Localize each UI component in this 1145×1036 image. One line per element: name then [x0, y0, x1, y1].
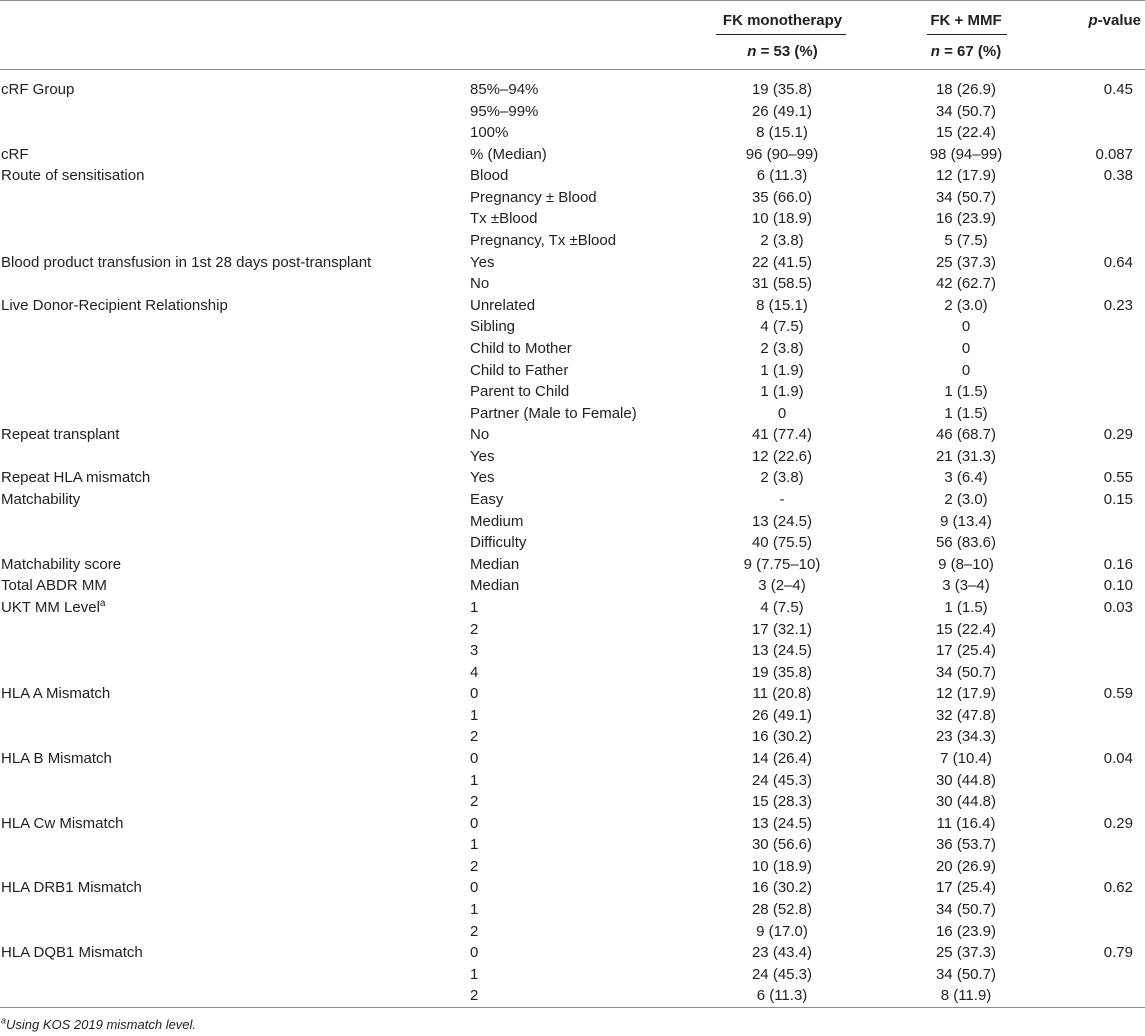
category-cell: 3 [470, 642, 479, 660]
category-cell: 1 [470, 901, 479, 919]
category-cell: Yes [470, 447, 495, 465]
fkmmf-cell: 1 (1.5) [944, 404, 988, 422]
fkmmf-cell: 2 (3.0) [944, 296, 988, 314]
table-row [0, 338, 1145, 360]
variable-cell [1, 748, 112, 770]
variable-label: Total ABDR MM [1, 577, 107, 595]
fk-cell: 24 (45.3) [751, 771, 813, 789]
fkmmf-cell: 1 (1.5) [944, 598, 988, 616]
category-cell: 100% [470, 124, 509, 142]
pvalue-cell: 0.29 [1103, 814, 1133, 832]
variable-label: Repeat HLA mismatch [1, 469, 151, 487]
category-cell: 2 [470, 620, 479, 638]
fk-cell: 8 (15.1) [756, 124, 808, 142]
fk-cell: 6 (11.3) [756, 987, 808, 1005]
table-row [0, 446, 1145, 468]
fkmmf-cell: 3 (3–4) [942, 577, 990, 595]
table-row [0, 467, 1145, 489]
fk-cell: 2 (3.8) [760, 469, 804, 487]
variable-cell [1, 683, 110, 705]
pvalue-cell: 0.59 [1103, 685, 1133, 703]
fkmmf-cell: 25 (37.3) [935, 944, 997, 962]
category-cell: 2 [470, 728, 479, 746]
table-row [0, 208, 1145, 230]
variable-cell [1, 424, 119, 446]
table-row [0, 813, 1145, 835]
group2-header: FK + MMF [930, 12, 1002, 29]
fk-cell: 31 (58.5) [751, 275, 813, 293]
fkmmf-cell: 9 (13.4) [940, 512, 992, 530]
category-cell: 1 [470, 771, 479, 789]
footnote-text: Using KOS 2019 mismatch level. [6, 1017, 197, 1032]
fk-cell: 8 (15.1) [756, 296, 808, 314]
fk-cell: 40 (75.5) [751, 534, 813, 552]
bottom-rule [0, 1007, 1145, 1008]
fk-cell: 26 (49.1) [751, 102, 813, 120]
category-cell: 95%–99% [470, 102, 539, 120]
category-cell: Pregnancy ± Blood [470, 188, 597, 206]
fkmmf-cell: 0 [961, 361, 971, 379]
group1-n [705, 42, 860, 62]
fkmmf-cell: 18 (26.9) [935, 81, 997, 98]
category-cell: Partner (Male to Female) [470, 404, 637, 422]
group1-n-symbol: n [747, 43, 757, 60]
fk-cell: - [779, 491, 785, 509]
fk-cell: 19 (35.8) [751, 81, 813, 98]
category-cell: % (Median) [470, 145, 547, 163]
category-cell: Median [470, 577, 520, 595]
category-cell: Sibling [470, 318, 516, 336]
variable-label: cRF Group [1, 81, 75, 98]
pvalue-cell: 0.79 [1103, 944, 1133, 962]
table-row [0, 683, 1145, 705]
category-cell: 0 [470, 814, 479, 832]
fk-cell: 2 (3.8) [760, 232, 804, 250]
fk-cell: 11 (20.8) [752, 685, 812, 703]
fkmmf-cell: 8 (11.9) [940, 987, 992, 1005]
variable-label: HLA DRB1 Mismatch [1, 879, 142, 897]
table-row [0, 165, 1145, 187]
fkmmf-cell: 9 (8–10) [938, 555, 994, 573]
table-row [0, 554, 1145, 576]
fkmmf-cell: 34 (50.7) [935, 102, 997, 120]
fk-cell: 0 [777, 404, 787, 422]
table-header [0, 0, 1145, 70]
table-row [0, 964, 1145, 986]
table-row [0, 856, 1145, 878]
table-row [0, 899, 1145, 921]
pvalue-cell: 0.10 [1103, 577, 1133, 595]
category-cell: 2 [470, 987, 479, 1005]
category-cell: 1 [470, 706, 479, 724]
fk-cell: 4 (7.5) [760, 318, 804, 336]
fk-cell: 35 (66.0) [751, 188, 813, 206]
fkmmf-cell: 98 (94–99) [929, 145, 1003, 163]
pvalue-header-rest: -value [1097, 12, 1141, 29]
pvalue-cell: 0.087 [1095, 145, 1133, 163]
category-cell: No [470, 426, 490, 444]
variable-label: Route of sensitisation [1, 167, 145, 185]
variable-label: Live Donor-Recipient Relationship [1, 296, 228, 314]
pvalue-cell: 0.29 [1103, 426, 1133, 444]
fkmmf-cell: 0 [961, 318, 971, 336]
table-row [0, 597, 1145, 619]
variable-label: HLA DQB1 Mismatch [1, 944, 143, 962]
category-cell: Easy [470, 491, 504, 509]
pvalue-header [1088, 11, 1141, 31]
fk-cell: 41 (77.4) [751, 426, 813, 444]
category-cell: Child to Mother [470, 339, 572, 357]
variable-cell [1, 575, 107, 597]
variable-cell [1, 79, 74, 101]
fk-cell: 19 (35.8) [751, 663, 813, 681]
category-cell: 1 [470, 598, 479, 616]
table-row [0, 511, 1145, 533]
table-row [0, 705, 1145, 727]
fk-cell: 13 (24.5) [751, 512, 813, 530]
table-row [0, 101, 1145, 123]
fk-cell: 9 (17.0) [756, 922, 808, 940]
group2-n-symbol: n [930, 43, 940, 60]
fk-cell: 10 (18.9) [751, 857, 813, 875]
fkmmf-cell: 0 [961, 339, 971, 357]
fk-cell: 14 (26.4) [751, 749, 813, 767]
fkmmf-cell: 2 (3.0) [944, 491, 988, 509]
fk-cell: 10 (18.9) [751, 210, 813, 228]
fk-cell: 30 (56.6) [751, 836, 813, 854]
fkmmf-cell: 23 (34.3) [935, 728, 997, 746]
pvalue-cell: 0.03 [1103, 598, 1133, 616]
category-cell: Yes [470, 469, 495, 487]
fk-cell: 9 (7.75–10) [743, 555, 821, 573]
variable-cell [1, 295, 228, 317]
fkmmf-cell: 21 (31.3) [935, 447, 997, 465]
group1-header-underline [716, 34, 846, 35]
category-cell: 1 [470, 836, 479, 854]
fkmmf-cell: 11 (16.4) [936, 814, 996, 832]
fk-cell: 6 (11.3) [756, 167, 808, 185]
category-cell: 0 [470, 944, 479, 962]
table-row [0, 921, 1145, 943]
fkmmf-cell: 12 (17.9) [935, 167, 997, 185]
header-rule [0, 69, 1145, 70]
fk-cell: 28 (52.8) [751, 901, 813, 919]
table-row [0, 424, 1145, 446]
variable-cell [1, 252, 371, 274]
fkmmf-cell: 17 (25.4) [935, 642, 997, 660]
fkmmf-cell: 15 (22.4) [935, 620, 997, 638]
category-cell: Difficulty [470, 534, 527, 552]
variable-cell [1, 942, 143, 964]
table-row [0, 252, 1145, 274]
fkmmf-cell: 34 (50.7) [935, 901, 997, 919]
variable-cell [1, 489, 80, 511]
fkmmf-cell: 32 (47.8) [935, 706, 997, 724]
group2-n [890, 42, 1042, 62]
category-cell: 0 [470, 685, 479, 703]
variable-cell [1, 467, 150, 489]
variable-cell [1, 554, 121, 576]
fkmmf-cell: 34 (50.7) [935, 965, 997, 983]
variable-label: HLA Cw Mismatch [1, 814, 124, 832]
category-cell: Tx ±Blood [470, 210, 538, 228]
table-row [0, 748, 1145, 770]
fkmmf-cell: 30 (44.8) [935, 771, 997, 789]
table-row [0, 877, 1145, 899]
fk-cell: 1 (1.9) [760, 361, 804, 379]
category-cell: 4 [470, 663, 479, 681]
table-row [0, 985, 1145, 1007]
pvalue-cell: 0.55 [1103, 469, 1133, 487]
fk-cell: 13 (24.5) [751, 814, 813, 832]
variable-label: cRF [1, 145, 29, 163]
table-row [0, 619, 1145, 641]
table-row [0, 187, 1145, 209]
pvalue-cell: 0.62 [1103, 879, 1133, 897]
category-cell: Parent to Child [470, 383, 570, 401]
fkmmf-cell: 3 (6.4) [944, 469, 988, 487]
footnote-marker: a [99, 597, 106, 609]
category-cell: 0 [470, 749, 479, 767]
variable-label: Repeat transplant [1, 426, 120, 444]
footnote-marker: a [1, 1015, 7, 1026]
pvalue-header-p: p [1088, 12, 1098, 29]
fk-cell: 96 (90–99) [745, 145, 819, 163]
category-cell: Medium [470, 512, 524, 530]
variable-label: UKT MM Level [1, 598, 100, 616]
fkmmf-cell: 12 (17.9) [935, 685, 997, 703]
category-cell: Median [470, 555, 520, 573]
fk-cell: 2 (3.8) [760, 339, 804, 357]
variable-cell [1, 165, 144, 187]
pvalue-cell: 0.38 [1103, 167, 1133, 185]
group1-n-value: = 53 (%) [756, 43, 818, 60]
group2-n-value: = 67 (%) [939, 43, 1002, 60]
table-row [0, 295, 1145, 317]
table-row [0, 403, 1145, 425]
fkmmf-cell: 34 (50.7) [935, 663, 997, 681]
fk-cell: 24 (45.3) [751, 965, 813, 983]
fkmmf-cell: 46 (68.7) [935, 426, 997, 444]
variable-label: Matchability score [1, 555, 122, 573]
pvalue-cell: 0.64 [1103, 253, 1133, 271]
fkmmf-cell: 20 (26.9) [935, 857, 997, 875]
group1-header: FK monotherapy [722, 12, 843, 29]
pvalue-cell: 0.23 [1103, 296, 1133, 314]
table-row [0, 726, 1145, 748]
pvalue-cell: 0.04 [1103, 749, 1133, 767]
variable-label: HLA B Mismatch [1, 749, 112, 767]
fkmmf-cell: 25 (37.3) [935, 253, 997, 271]
category-cell: Yes [470, 253, 495, 271]
fk-cell: 4 (7.5) [760, 598, 804, 616]
fkmmf-cell: 30 (44.8) [935, 793, 997, 811]
table-row [0, 489, 1145, 511]
table-row [0, 122, 1145, 144]
fk-cell: 1 (1.9) [760, 383, 804, 401]
variable-cell [1, 877, 142, 899]
fkmmf-cell: 16 (23.9) [935, 210, 997, 228]
fkmmf-cell: 42 (62.7) [935, 275, 997, 293]
fkmmf-cell: 34 (50.7) [935, 188, 997, 206]
table-row [0, 532, 1145, 554]
category-cell: 85%–94% [470, 81, 539, 98]
variable-label: HLA A Mismatch [1, 685, 111, 703]
variable-label: Matchability [1, 491, 81, 509]
fk-cell: 16 (30.2) [751, 879, 813, 897]
table-footnote [1, 1016, 196, 1034]
fk-cell: 26 (49.1) [751, 706, 813, 724]
table-row [0, 770, 1145, 792]
category-cell: 2 [470, 857, 479, 875]
category-cell: Blood [470, 167, 509, 185]
fk-cell: 17 (32.1) [751, 620, 813, 638]
category-cell: 2 [470, 922, 479, 940]
fk-cell: 22 (41.5) [751, 253, 813, 271]
table-row [0, 662, 1145, 684]
fk-cell: 12 (22.6) [751, 447, 813, 465]
variable-cell [1, 813, 124, 835]
fkmmf-cell: 17 (25.4) [935, 879, 997, 897]
table-row [0, 273, 1145, 295]
table-row [0, 834, 1145, 856]
table-row [0, 79, 1145, 101]
fk-cell: 15 (28.3) [751, 793, 813, 811]
pvalue-cell: 0.15 [1103, 491, 1133, 509]
table-row [0, 360, 1145, 382]
fk-cell: 23 (43.4) [751, 944, 813, 962]
group2-header-underline [927, 34, 1007, 35]
category-cell: No [470, 275, 490, 293]
fkmmf-cell: 5 (7.5) [944, 232, 988, 250]
fkmmf-cell: 7 (10.4) [940, 749, 992, 767]
fk-cell: 13 (24.5) [751, 642, 813, 660]
variable-label: Blood product transfusion in 1st 28 days post-transplant [1, 253, 372, 271]
fkmmf-cell: 1 (1.5) [944, 383, 988, 401]
table-row [0, 791, 1145, 813]
fkmmf-cell: 36 (53.7) [935, 836, 997, 854]
table-row [0, 381, 1145, 403]
fkmmf-cell: 56 (83.6) [935, 534, 997, 552]
category-cell: Unrelated [470, 296, 536, 314]
category-cell: 0 [470, 879, 479, 897]
fk-cell: 3 (2–4) [758, 577, 806, 595]
pvalue-cell: 0.16 [1103, 555, 1133, 573]
fkmmf-cell: 16 (23.9) [935, 922, 997, 940]
table-row [0, 942, 1145, 964]
table-row [0, 640, 1145, 662]
table-row [0, 316, 1145, 338]
variable-cell [1, 597, 105, 619]
fkmmf-cell: 15 (22.4) [935, 124, 997, 142]
category-cell: Child to Father [470, 361, 569, 379]
category-cell: 1 [470, 965, 479, 983]
table-row [0, 144, 1145, 166]
pvalue-cell: 0.45 [1103, 81, 1133, 98]
variable-cell [1, 144, 29, 166]
category-cell: 2 [470, 793, 479, 811]
fk-cell: 16 (30.2) [751, 728, 813, 746]
table-row [0, 230, 1145, 252]
table-row [0, 575, 1145, 597]
category-cell: Pregnancy, Tx ±Blood [470, 232, 617, 250]
